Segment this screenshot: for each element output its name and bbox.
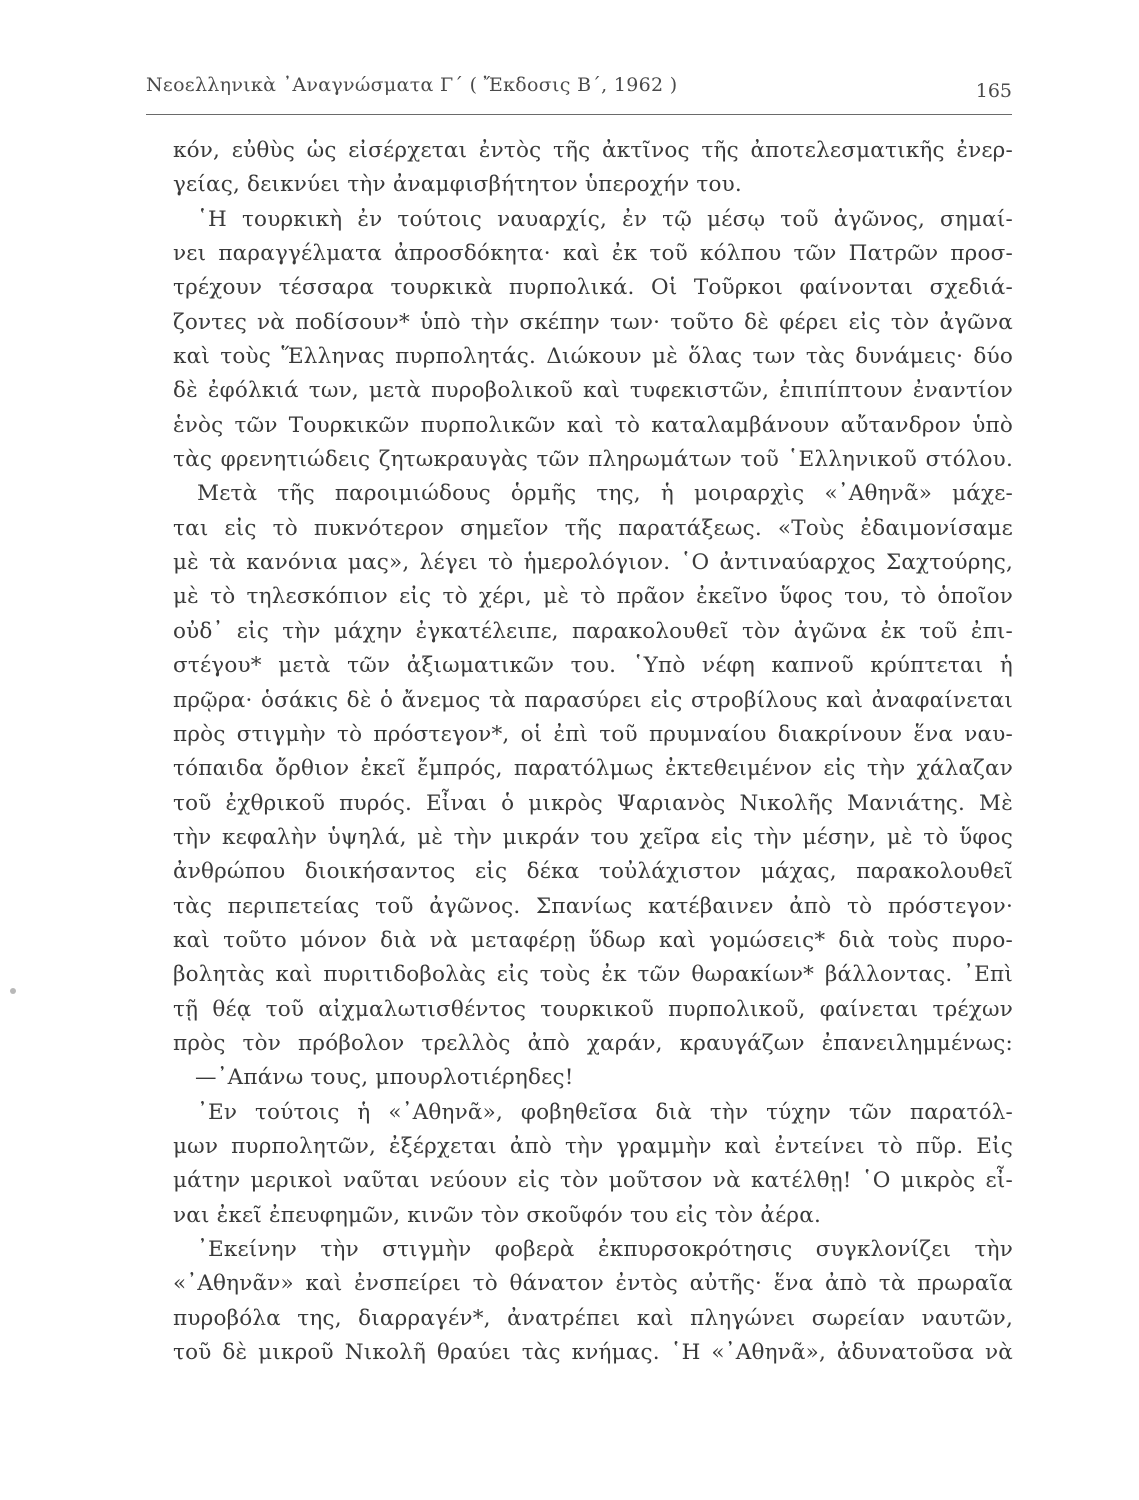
text-line: τοῦ ἐχθρικοῦ πυρός. Εἶναι ὁ μικρὸς Ψαριανὸς Νικολῆς Μανιάτης. Μὲ: [173, 790, 1013, 816]
text-line: μάτην μερικοὶ ναῦται νεύουν εἰς τὸν μοῦτσον νὰ κατέλθῃ! ῾Ο μικρὸς εἶ-: [173, 1168, 1013, 1194]
body-text: [173, 134, 1013, 1370]
text-line: πρῷρα· ὁσάκις δὲ ὁ ἄνεμος τὰ παρασύρει εἰς στροβίλους καὶ ἀναφαίνεται: [173, 687, 1013, 713]
header-rule: [146, 114, 1012, 115]
text-line: «᾿Αθηνᾶν» καὶ ἐνσπείρει τὸ θάνατον ἐντὸς αὐτῆς· ἕνα ἀπὸ τὰ πρωραῖα: [173, 1271, 1013, 1297]
text-line: στέγου* μετὰ τῶν ἀξιωματικῶν του. ῾Υπὸ νέφη καπνοῦ κρύπτεται ἡ: [173, 653, 1013, 679]
text-line: τόπαιδα ὄρθιον ἐκεῖ ἔμπρός, παρατόλμως ἐκτεθειμένον εἰς τὴν χάλαζαν: [173, 756, 1013, 782]
text-line: δὲ ἐφόλκιά των, μετὰ πυροβολικοῦ καὶ τυφεκιστῶν, ἐπιπίπτουν ἐναντίον: [173, 378, 1013, 404]
text-line: ναι ἐκεῖ ἐπευφημῶν, κινῶν τὸν σκοῦφόν του εἰς τὸν ἀέρα.: [173, 1202, 822, 1228]
text-line: κόν, εὐθὺς ὡς εἰσέρχεται ἐντὸς τῆς ἀκτῖνος τῆς ἀποτελεσματικῆς ἐνερ-: [173, 138, 1013, 163]
text-line: καὶ τοὺς Ἕλληνας πυρπολητάς. Διώκουν μὲ ὅλας των τὰς δυνάμεις· δύο: [173, 344, 1013, 370]
text-line: τὰς περιπετείας τοῦ ἀγῶνος. Σπανίως κατέβαινεν ἀπὸ τὸ πρόστεγον·: [173, 893, 1013, 919]
text-line: τοῦ δὲ μικροῦ Νικολῆ θραύει τὰς κνήμας. ῾Η «᾿Αθηνᾶ», ἀδυνατοῦσα νὰ: [173, 1340, 1013, 1366]
text-line: καὶ τοῦτο μόνον διὰ νὰ μεταφέρῃ ὕδωρ καὶ γομώσεις* διὰ τοὺς πυρο-: [173, 927, 1013, 953]
text-line: τὰς φρενητιώδεις ζητωκραυγὰς τῶν πληρωμάτων τοῦ ῾Ελληνικοῦ στόλου.: [173, 447, 1013, 473]
text-line: ῾Η τουρκικὴ ἐν τούτοις ναυαρχίς, ἐν τῷ μέσῳ τοῦ ἀγῶνος, σημαί-: [197, 206, 1013, 232]
text-line: νει παραγγέλματα ἀπροσδόκητα· καὶ ἐκ τοῦ κόλπου τῶν Πατρῶν προσ-: [173, 241, 1013, 267]
page-number: 165: [975, 80, 1012, 102]
text-line: πρὸς στιγμὴν τὸ πρόστεγον*, οἱ ἐπὶ τοῦ πρυμναίου διακρίνουν ἕνα ναυ-: [173, 721, 1013, 747]
text-line: γείας, δεικνύει τὴν ἀναμφισβήτητον ὑπεροχήν του.: [173, 172, 742, 198]
text-line: ἀνθρώπου διοικήσαντος εἰς δέκα τοὐλάχιστον μάχας, παρακολουθεῖ: [173, 859, 1013, 885]
text-line: ᾿Εν τούτοις ἡ «᾿Αθηνᾶ», φοβηθεῖσα διὰ τὴν τύχην τῶν παρατόλ-: [197, 1099, 1013, 1125]
text-line: μὲ τὰ κανόνια μας», λέγει τὸ ἡμερολόγιον. ῾Ο ἀντιναύαρχος Σαχτούρης,: [173, 550, 1013, 576]
text-line: Μετὰ τῆς παροιμιώδους ὁρμῆς της, ἡ μοιραρχὶς «᾿Αθηνᾶ» μάχε-: [197, 481, 1013, 507]
text-line: —᾿Απάνω τους, μπουρλοτιέρηδες!: [195, 1065, 574, 1091]
text-line: τῇ θέᾳ τοῦ αἰχμαλωτισθέντος τουρκικοῦ πυρπολικοῦ, φαίνεται τρέχων: [173, 996, 1013, 1022]
text-line: πρὸς τὸν πρόβολον τρελλὸς ἀπὸ χαράν, κραυγάζων ἐπανειλημμένως:: [173, 1030, 1013, 1056]
text-line: τὴν κεφαλὴν ὑψηλά, μὲ τὴν μικράν του χεῖρα εἰς τὴν μέσην, μὲ τὸ ὕφος: [173, 824, 1013, 850]
text-line: πυροβόλα της, διαρραγέν*, ἀνατρέπει καὶ πληγώνει σωρείαν ναυτῶν,: [173, 1305, 1013, 1331]
text-line: μων πυρπολητῶν, ἐξέρχεται ἀπὸ τὴν γραμμὴν καὶ ἐντείνει τὸ πῦρ. Εἰς: [173, 1133, 1013, 1159]
text-line: ᾿Εκείνην τὴν στιγμὴν φοβερὰ ἐκπυρσοκρότησις συγκλονίζει τὴν: [197, 1237, 1013, 1262]
text-line: βολητὰς καὶ πυριτιδοβολὰς εἰς τοὺς ἐκ τῶν θωρακίων* βάλλοντας. ᾿Επὶ: [173, 962, 1013, 988]
text-line: τρέχουν τέσσαρα τουρκικὰ πυρπολικά. Οἱ Τοῦρκοι φαίνονται σχεδιά-: [173, 275, 1013, 301]
text-line: οὐδ᾿ εἰς τὴν μάχην ἐγκατέλειπε, παρακολουθεῖ τὸν ἀγῶνα ἐκ τοῦ ἐπι-: [173, 618, 1013, 644]
running-title: Νεοελληνικὰ ᾿Αναγνώσματα Γ΄ ( Ἔκδοσις Β΄, 1962 ): [146, 74, 678, 96]
text-line: ται εἰς τὸ πυκνότερον σημεῖον τῆς παρατάξεως. «Τοὺς ἐδαιμονίσαμε: [173, 515, 1013, 541]
running-head: [146, 74, 1012, 104]
margin-dot-mark: [10, 988, 16, 994]
text-line: ἑνὸς τῶν Τουρκικῶν πυρπολικῶν καὶ τὸ καταλαμβάνουν αὔτανδρον ὑπὸ: [173, 412, 1013, 438]
text-line: μὲ τὸ τηλεσκόπιον εἰς τὸ χέρι, μὲ τὸ πρᾶον ἐκεῖνο ὕφος του, τὸ ὁποῖον: [173, 584, 1013, 610]
text-line: ζοντες νὰ ποδίσουν* ὑπὸ τὴν σκέπην των· τοῦτο δὲ φέρει εἰς τὸν ἀγῶνα: [173, 309, 1013, 335]
